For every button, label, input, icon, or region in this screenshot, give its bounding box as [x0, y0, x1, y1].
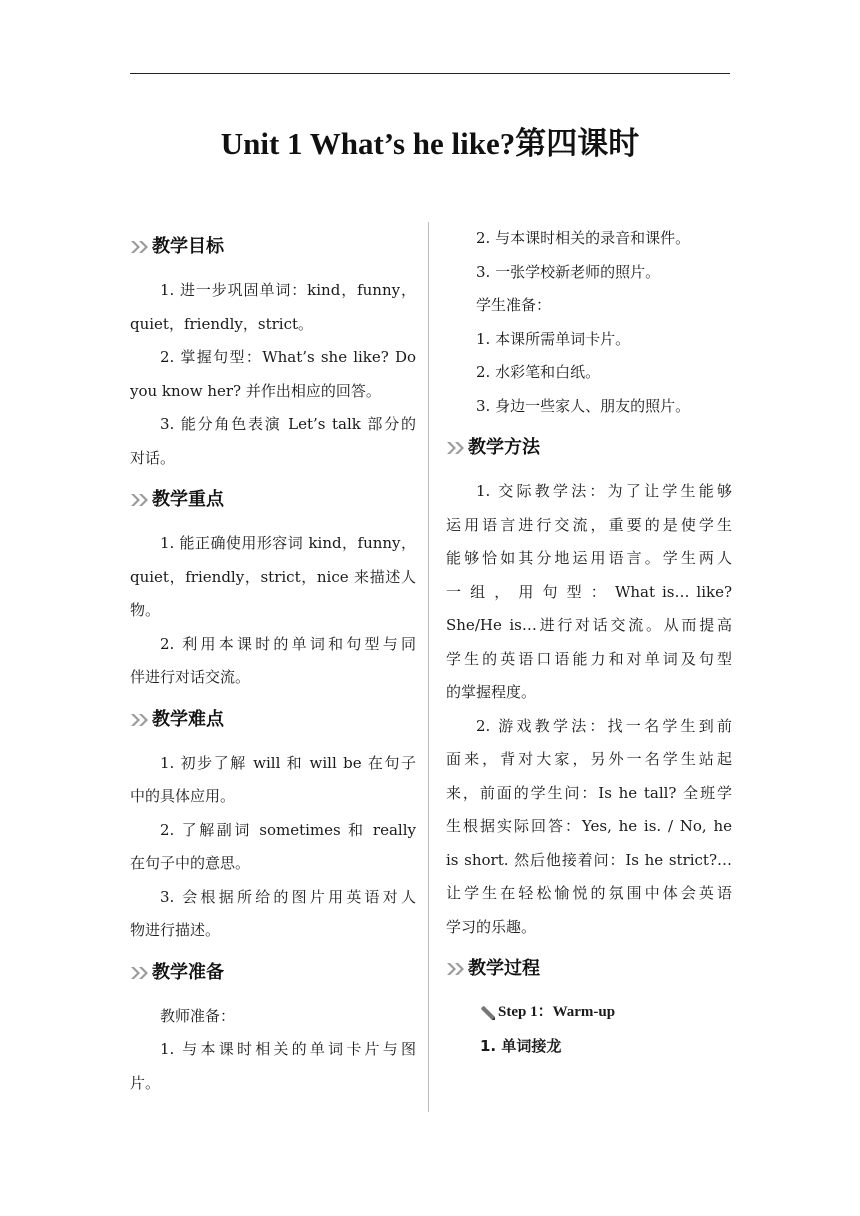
- paragraph-line: 2. 游戏教学法：找一名学生到前: [476, 716, 732, 735]
- paragraph-line: is short. 然后他接着问：Is he strict?…: [446, 850, 732, 869]
- section-heading-objectives: [130, 226, 416, 268]
- section-heading-text: 教学目标: [152, 236, 224, 258]
- section-heading-text: 教学重点: [152, 489, 224, 511]
- paragraph-line: 的掌握程度。: [446, 683, 537, 701]
- paragraph-line: 2. 利用本课时的单词和句型与同: [160, 634, 416, 653]
- paragraph-line: 学生准备：: [476, 296, 552, 314]
- paragraph-line: 学习的乐趣。: [446, 917, 537, 936]
- paragraph-line: 1. 本课所需单词卡片。: [476, 329, 631, 348]
- paragraph-line: 1. 交际教学法：为了让学生能够: [476, 482, 732, 500]
- section-heading-difficulties: [130, 699, 416, 741]
- section-heading-methods: [446, 427, 732, 469]
- section-heading-text: 教学准备: [152, 961, 224, 983]
- paragraph-line: 伴进行对话交流。: [130, 668, 251, 686]
- pencil-icon: [480, 1005, 496, 1021]
- section-heading-preparation: [130, 952, 416, 994]
- paragraph-line: 2. 水彩笔和白纸。: [476, 363, 601, 381]
- double-chevron-icon: [130, 493, 150, 507]
- paragraph-line: 运用语言进行交流，重要的是使学生: [446, 515, 732, 534]
- paragraph-line: 2. 与本课时相关的录音和课件。: [476, 229, 691, 247]
- paragraph-line: 面来，背对大家，另外一名学生站起: [446, 750, 732, 768]
- double-chevron-icon: [446, 441, 466, 455]
- paragraph-line: 2. 了解副词 sometimes 和 really: [160, 820, 416, 839]
- right-column: [446, 222, 732, 1064]
- paragraph-line: 让学生在轻松愉悦的氛围中体会英语: [446, 884, 732, 902]
- double-chevron-icon: [446, 962, 466, 976]
- section-heading-key-points: [130, 479, 416, 521]
- paragraph-line: 3. 会根据所给的图片用英语对人: [160, 887, 416, 906]
- paragraph-line: 3. 身边一些家人、朋友的照片。: [476, 396, 691, 415]
- paragraph-line: 一 组 ， 用 句 型 ： What is… like?: [446, 582, 732, 601]
- top-rule: [130, 73, 730, 74]
- paragraph-line: 3. 能分角色表演 Let’s talk 部分的: [160, 415, 416, 433]
- section-heading-text: 教学方法: [468, 437, 540, 459]
- paragraph-line: 学生的英语口语能力和对单词及句型: [446, 649, 732, 668]
- paragraph-line: 物进行描述。: [130, 921, 221, 939]
- paragraph-line: 1. 进一步巩固单词：kind，funny，: [160, 281, 416, 299]
- double-chevron-icon: [130, 966, 150, 980]
- paragraph-line: quiet，friendly，strict。: [130, 314, 314, 333]
- paragraph-line: 在句子中的意思。: [130, 854, 251, 872]
- sub-heading: 1. 单词接龙: [480, 1037, 562, 1055]
- section-heading-process: [446, 948, 732, 990]
- paragraph-line: 生根据实际回答：Yes, he is. / No, he: [446, 817, 732, 835]
- paragraph-line: 物。: [130, 601, 161, 619]
- paragraph-line: you know her? 并作出相应的回答。: [130, 381, 381, 400]
- page-title: Unit 1 What’s he like?第四课时: [220, 126, 640, 161]
- section-heading-text: 教学难点: [152, 708, 224, 730]
- step-heading: [446, 996, 732, 1030]
- left-column: [130, 222, 416, 1100]
- paragraph-line: 1. 初步了解 will 和 will be 在句子: [160, 753, 416, 772]
- paragraph-line: 1. 能正确使用形容词 kind，funny，: [160, 534, 416, 552]
- paragraph-line: 能够恰如其分地运用语言。学生两人: [446, 549, 732, 567]
- paragraph-line: 来，前面的学生问：Is he tall? 全班学: [446, 783, 732, 802]
- paragraph-line: 2. 掌握句型：What’s she like? Do: [160, 348, 416, 366]
- section-heading-text: 教学过程: [468, 958, 540, 980]
- step-heading-text: Step 1：Warm-up: [498, 1004, 616, 1021]
- paragraph-line: 3. 一张学校新老师的照片。: [476, 262, 661, 281]
- double-chevron-icon: [130, 713, 150, 727]
- paragraph-line: 中的具体应用。: [130, 787, 236, 805]
- paragraph-line: 片。: [130, 1073, 161, 1092]
- paragraph-line: She/He is…进行对话交流。从而提高: [446, 616, 732, 634]
- paragraph-line: 教师准备：: [160, 1006, 236, 1025]
- paragraph-line: 对话。: [130, 448, 176, 467]
- double-chevron-icon: [130, 240, 150, 254]
- column-divider: [428, 222, 429, 1112]
- paragraph-line: quiet，friendly，strict，nice 来描述人: [130, 567, 416, 586]
- paragraph-line: 1. 与本课时相关的单词卡片与图: [160, 1040, 416, 1058]
